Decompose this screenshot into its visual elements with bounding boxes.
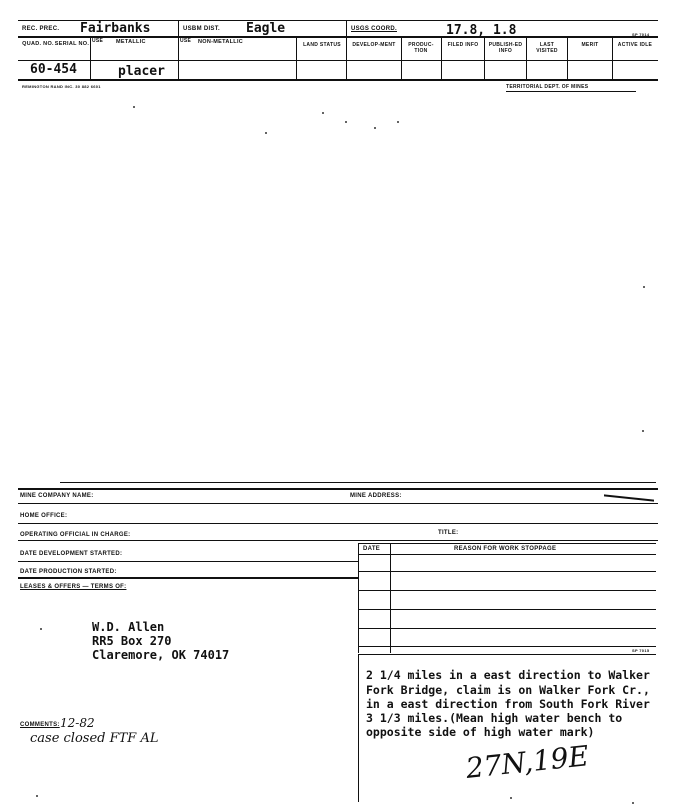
comments-label: COMMENTS: xyxy=(20,722,60,728)
header-col-rule xyxy=(18,60,658,61)
col-production: PRODUC-TION xyxy=(408,42,434,54)
col-quad-no: QUAD. NO. xyxy=(22,41,54,47)
description-line-3: in a east direction from South Fork River xyxy=(366,697,650,711)
usgs-coord-value: 17.8, 1.8 xyxy=(446,23,517,38)
lessee-line-2: RR5 Box 270 xyxy=(92,634,172,648)
date-development-label: DATE DEVELOPMENT STARTED: xyxy=(20,551,123,557)
form-code-top: SP 7014 xyxy=(632,32,650,37)
lessee-line-3: Claremore, OK 74017 xyxy=(92,648,230,662)
col-merit: MERIT xyxy=(581,42,599,48)
description-line-1: 2 1/4 miles in a east direction to Walker xyxy=(366,668,650,682)
col-use-metallic: USE xyxy=(92,38,104,44)
col-filed-info: FILED INFO xyxy=(447,42,479,48)
col-non-metallic: NON-METALLIC xyxy=(198,39,244,45)
usgs-coord-label: USGS COORD. xyxy=(351,26,397,32)
date-col-header: DATE xyxy=(363,546,381,552)
metallic-value: placer xyxy=(118,64,165,79)
title-label: TITLE: xyxy=(438,530,459,536)
rec-prec-label: REC. PREC. xyxy=(22,26,60,32)
footer-right: TERRITORIAL DEPT. OF MINES xyxy=(506,84,589,90)
header-row-rule xyxy=(18,36,658,38)
handwritten-location: 27N,19E xyxy=(464,739,591,785)
usbm-dist-label: USBM DIST. xyxy=(183,26,221,32)
mine-address-label: MINE ADDRESS: xyxy=(350,493,402,499)
home-office-label: HOME OFFICE: xyxy=(20,513,68,519)
footer-left: REMINGTON RAND INC. 30 882 6601 xyxy=(22,84,101,89)
form-code-lower: SP 7015 xyxy=(632,648,650,653)
reason-col-header: REASON FOR WORK STOPPAGE xyxy=(454,546,557,552)
description-line-4: 3 1/3 miles.(Mean high water bench to xyxy=(366,711,623,725)
quad-serial-value: 60-454 xyxy=(30,62,77,77)
leases-offers-label: LEASES & OFFERS — TERMS OF: xyxy=(20,584,127,590)
col-land-status: LAND STATUS xyxy=(303,42,341,48)
col-active-idle: ACTIVE IDLE xyxy=(617,42,653,48)
col-use-non-metallic: USE xyxy=(180,38,192,44)
col-metallic: METALLIC xyxy=(116,39,146,45)
usbm-dist-value: Eagle xyxy=(246,21,286,36)
rec-prec-value: Fairbanks xyxy=(80,21,151,36)
col-development: DEVELOP-MENT xyxy=(352,42,396,48)
description-line-2: Fork Bridge, claim is on Walker Fork Cr., xyxy=(366,683,650,697)
description-line-5: opposite side of high water mark) xyxy=(366,725,595,739)
col-serial-no: SERIAL NO. xyxy=(54,41,90,47)
date-production-label: DATE PRODUCTION STARTED: xyxy=(20,569,117,575)
lessee-line-1: W.D. Allen xyxy=(92,620,165,634)
col-published-info: PUBLISH-ED INFO xyxy=(488,42,523,54)
header-bottom-rule xyxy=(18,79,658,81)
comments-date-handwritten: 12-82 xyxy=(60,716,95,730)
comments-handwritten: case closed FTF AL xyxy=(30,731,159,746)
operating-official-label: OPERATING OFFICIAL IN CHARGE: xyxy=(20,532,131,538)
mine-company-name-label: MINE COMPANY NAME: xyxy=(20,493,94,499)
col-last-visited: LAST VISITED xyxy=(536,42,558,54)
